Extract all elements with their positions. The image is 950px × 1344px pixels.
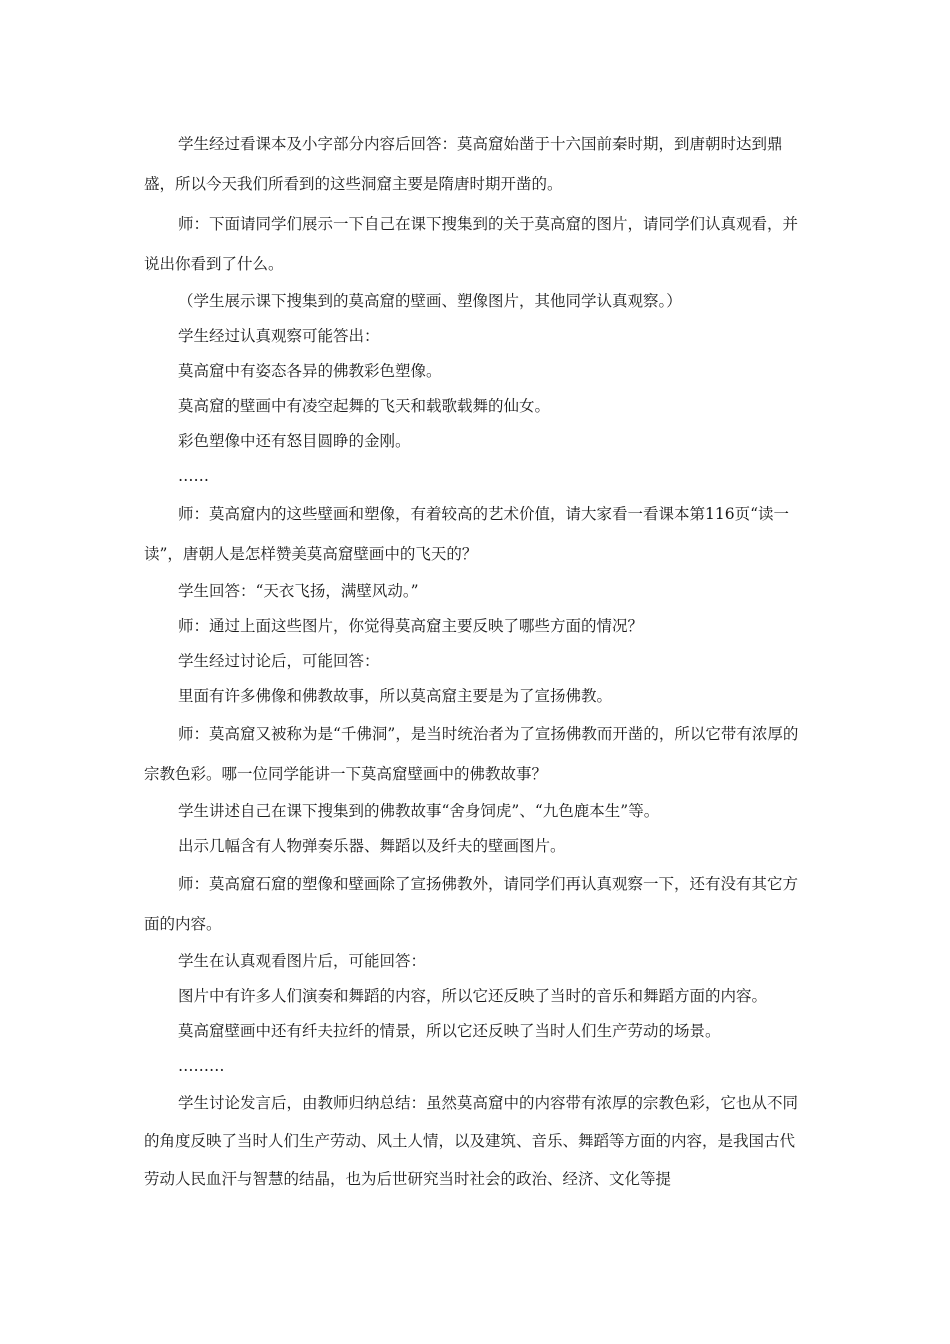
paragraph-7: 彩色塑像中还有怒目圆睁的金刚。 [178,432,411,450]
paragraph-12: 学生经过讨论后，可能回答： [178,652,380,670]
paragraph-5: 莫高窟中有姿态各异的佛教彩色塑像。 [178,362,442,380]
paragraph-2: 师：下面请同学们展示一下自己在课下搜集到的关于莫高窟的图片，请同学们认真观看，并说出你看到了什么。 [144,215,799,273]
paragraph-9: 师：莫高窟内的这些壁画和塑像，有着较高的艺术价值，请大家看一看课本第116页“读一读”，唐朝人是怎样赞美莫高窟壁画中的飞天的？ [144,505,790,563]
paragraph-22: 学生讨论发言后，由教师归纳总结：虽然莫高窟中的内容带有浓厚的宗教色彩，它也从不同的角度反映了当时人们生产劳动、风土人情，以及建筑、音乐、舞蹈等方面的内容，是我国古代劳动人民血汗与智慧的结晶，也为后世研究当时社会的政治、经济、文化等提 [144,1094,799,1188]
paragraph-17: 师：莫高窟石窟的塑像和壁画除了宣扬佛教外，请同学们再认真观察一下，还有没有其它方面的内容。 [144,875,799,933]
paragraph-15: 学生讲述自己在课下搜集到的佛教故事“舍身饲虎”、“九色鹿本生”等。 [178,802,660,820]
document-body [144,124,804,1198]
paragraph-11: 师：通过上面这些图片，你觉得莫高窟主要反映了哪些方面的情况？ [178,617,644,635]
paragraph-14: 师：莫高窟又被称为是“千佛洞”，是当时统治者为了宣扬佛教而开凿的，所以它带有浓厚的宗教色彩。哪一位同学能讲一下莫高窟壁画中的佛教故事？ [144,725,799,783]
paragraph-20: 莫高窟壁画中还有纤夫拉纤的情景，所以它还反映了当时人们生产劳动的场景。 [178,1022,721,1040]
paragraph-13: 里面有许多佛像和佛教故事，所以莫高窟主要是为了宣扬佛教。 [178,687,613,705]
paragraph-16: 出示几幅含有人物弹奏乐器、舞蹈以及纤夫的壁画图片。 [178,837,566,855]
paragraph-3: （学生展示课下搜集到的莫高窟的壁画、塑像图片，其他同学认真观察。） [178,292,682,310]
ellipsis-1: …… [178,467,209,485]
paragraph-10: 学生回答：“天衣飞扬，满壁风动。” [178,582,419,600]
paragraph-6: 莫高窟的壁画中有凌空起舞的飞天和载歌载舞的仙女。 [178,397,551,415]
paragraph-18: 学生在认真观看图片后，可能回答： [178,952,427,970]
ellipsis-2: ……… [178,1057,225,1075]
paragraph-1: 学生经过看课本及小字部分内容后回答：莫高窟始凿于十六国前秦时期，到唐朝时达到鼎盛，所以今天我们所看到的这些洞窟主要是隋唐时期开凿的。 [144,135,783,193]
paragraph-4: 学生经过认真观察可能答出： [178,327,380,345]
paragraph-19: 图片中有许多人们演奏和舞蹈的内容，所以它还反映了当时的音乐和舞蹈方面的内容。 [178,987,768,1005]
